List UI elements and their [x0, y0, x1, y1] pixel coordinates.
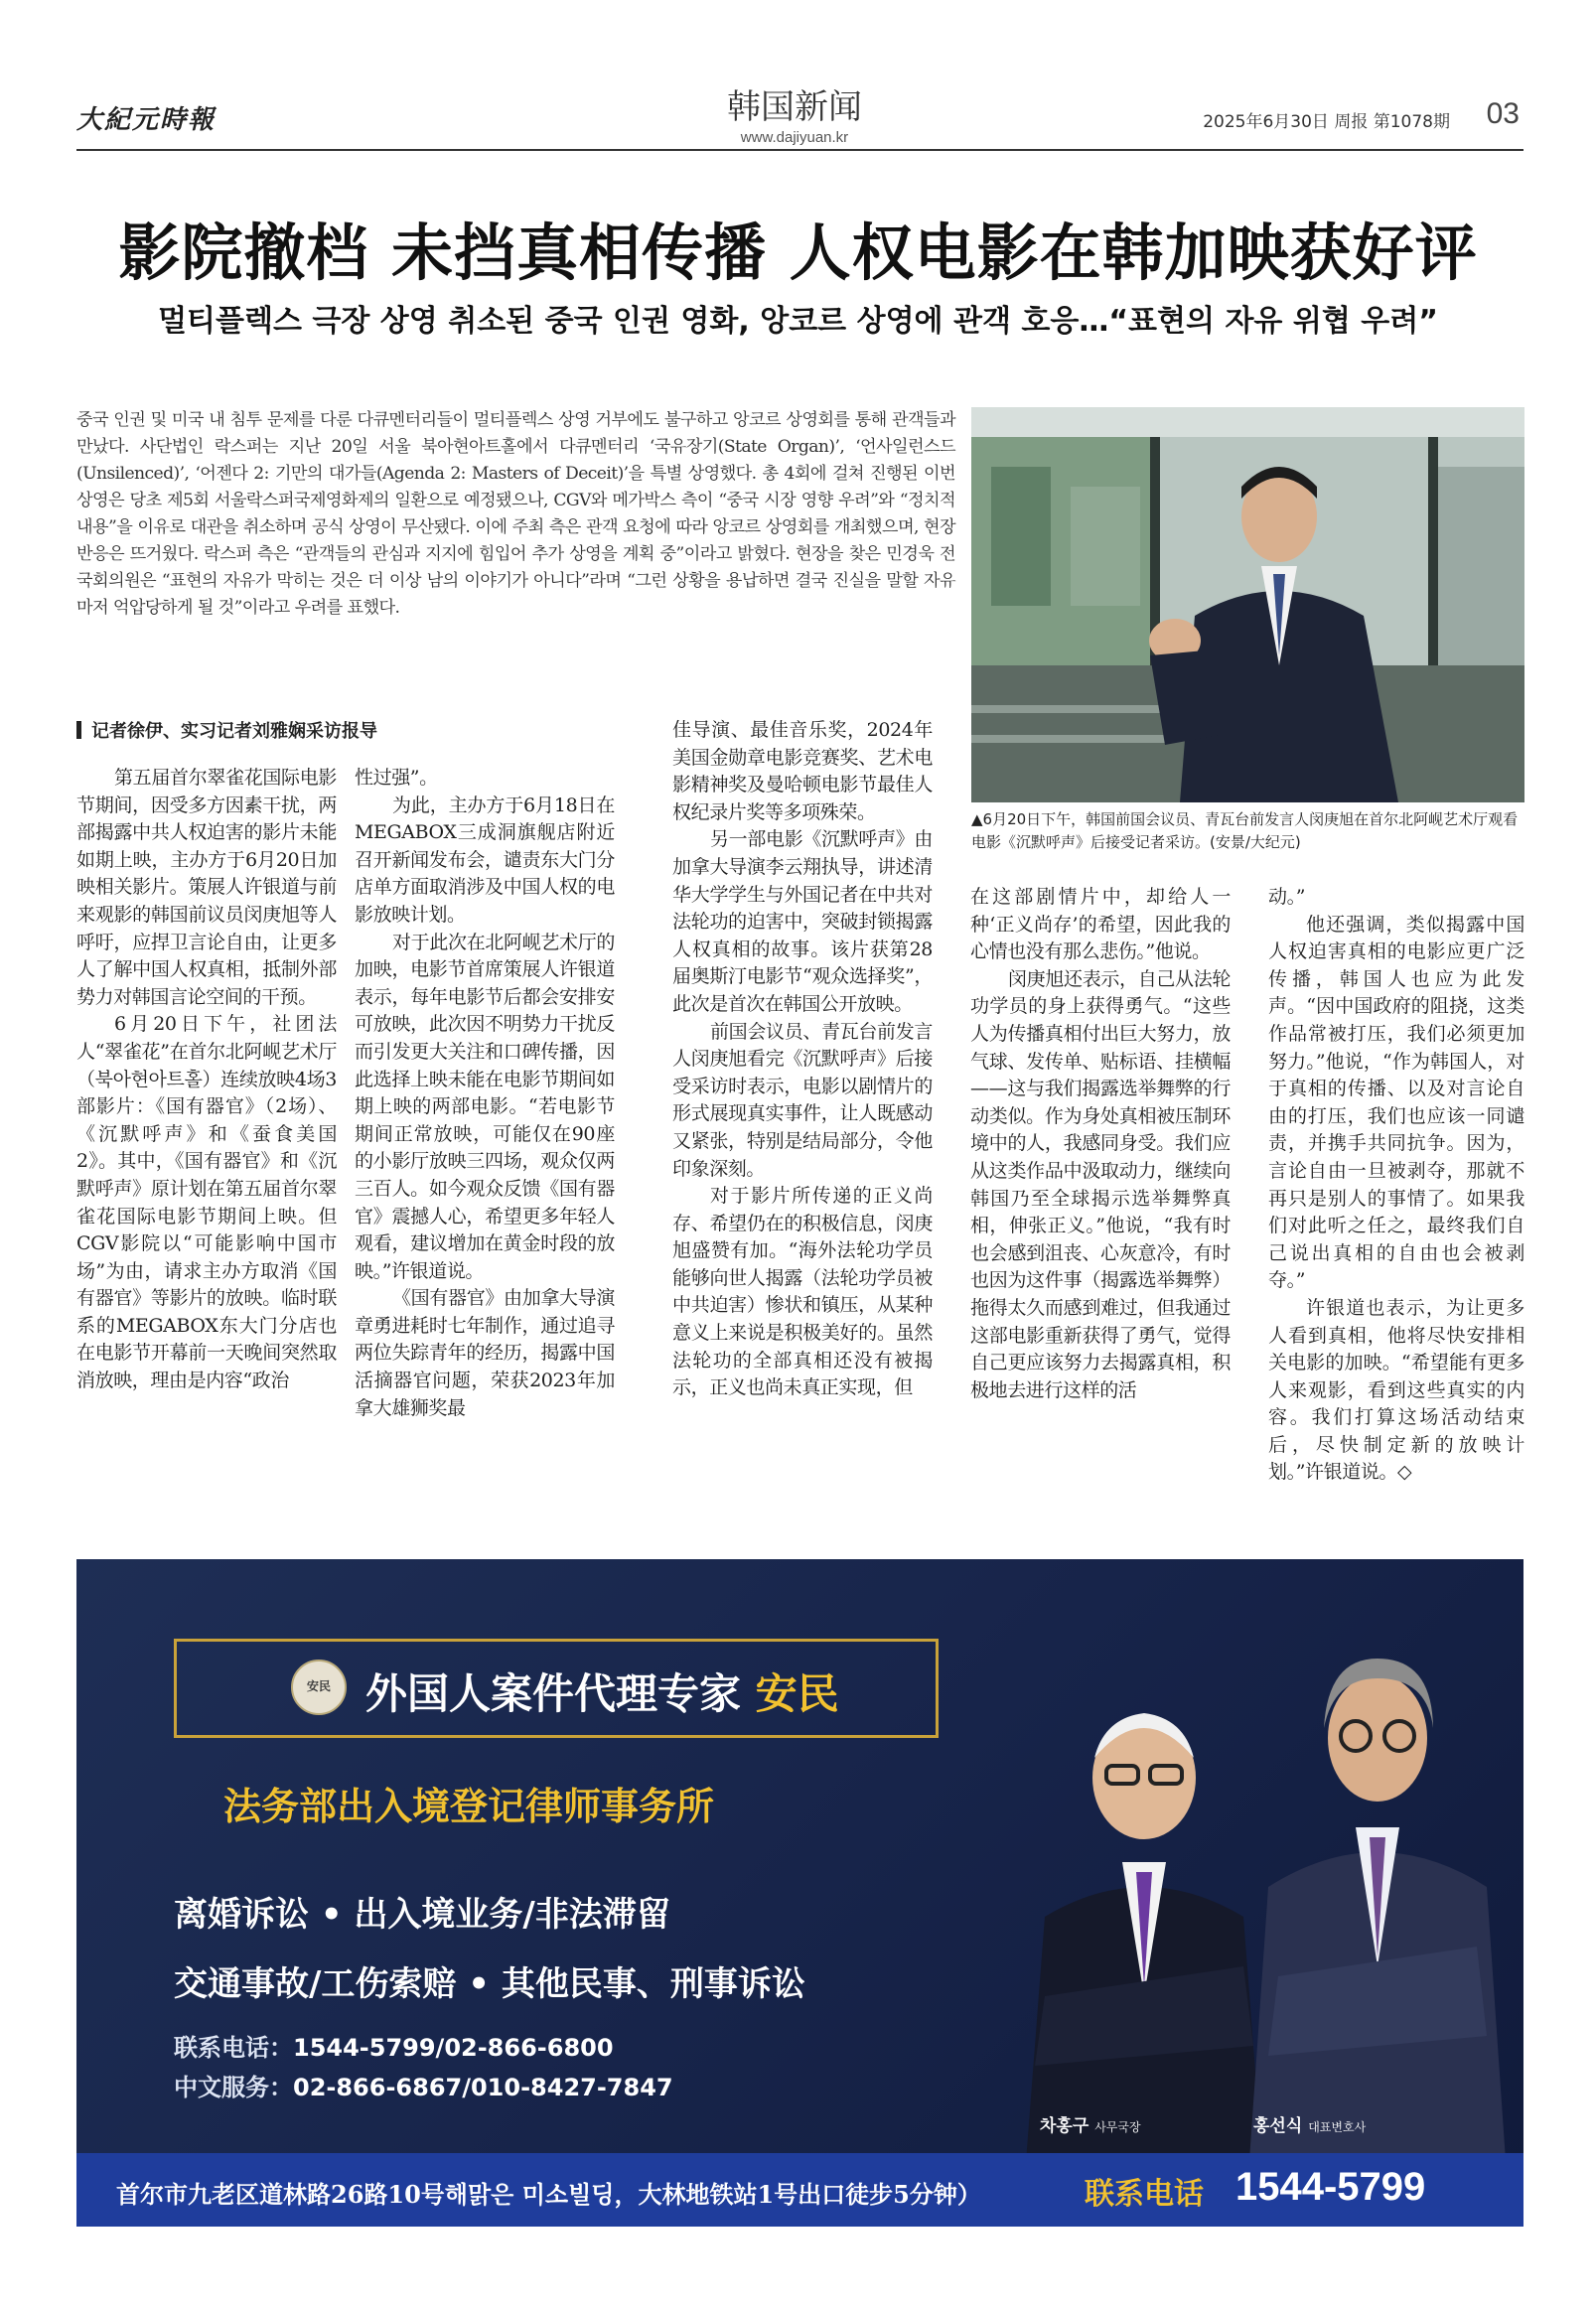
ad-title	[365, 1661, 922, 1721]
paragraph: 《国有器官》由加拿大导演章勇进耗时七年制作，通过追寻两位失踪青年的经历，揭露中国活摘器官问题，荣获2023年加拿大雄狮奖最	[355, 1287, 615, 1419]
ad-services-line-2: 交通事故/工伤索赔 • 其他民事、刑事诉讼	[174, 1964, 805, 2004]
paragraph: 闵庚旭还表示，自己从法轮功学员的身上获得勇气。“这些人为传播真相付出巨大努力，放气球、发传单、贴标语、挂横幅——这与我们揭露选举舞弊的行动类似。作为身处真相被压制环境中的人，我感同身受。我们应从这类作品中汲取动力，继续向韩国乃至全球揭示选举舞弊真相，伸张正义。”他说，“我有时也会感到沮丧、心灰意冷，有时也因为这件事（揭露选举舞弊）拖得太久而感到难过，但我通过这部电影重新获得了勇气，觉得自己更应该努力去揭露真相，积极地去进行这样的活	[970, 967, 1231, 1401]
ad-title-box	[174, 1639, 939, 1738]
paragraph: 性过强”。	[355, 767, 438, 789]
ad-footer-bar	[76, 2153, 1523, 2227]
ad-contact-phone	[174, 2028, 968, 2063]
law-firm-seal-icon	[291, 1660, 347, 1715]
section-title: 韩国新闻	[727, 87, 862, 127]
contact-value[interactable]: 02-866-6867/010-8427-7847	[293, 2074, 673, 2101]
article-column-1	[76, 765, 337, 1395]
header-divider	[76, 149, 1523, 151]
person-name: 차홍구	[1040, 2116, 1089, 2136]
ad-title-accent: 安民	[755, 1669, 839, 1718]
photo-caption: ▲6月20日下午，韩国前国会议员、青瓦台前发言人闵庚旭在首尔北阿岘艺术厅观看电影《沉默呼声》后接受记者采访。(安景/大纪元)	[971, 810, 1519, 851]
byline-text: 记者徐伊、实习记者刘雅娴采访报导	[91, 721, 377, 742]
ad-hotline-label: 联系电话	[1085, 2177, 1204, 2212]
site-url[interactable]: www.dajiyuan.kr	[740, 129, 849, 146]
paragraph: 在这部剧情片中，却给人一种‘正义尚存’的希望，因此我的心情也没有那么悲伤。”他说。	[970, 886, 1231, 963]
lawyer-2-name	[1253, 2111, 1482, 2136]
article-column-2	[355, 765, 615, 1422]
ad-subtitle: 法务部出入境登记律师事务所	[223, 1785, 715, 1828]
photo-illustration	[971, 407, 1524, 802]
paragraph: 另一部电影《沉默呼声》由加拿大导演李云翔执导，讲述清华大学学生与外国记者在中共对法轮功的迫害中，突破封锁揭露人权真相的故事。该片获第28届奥斯汀电影节“观众选择奖”，此次是首次在韩国公开放映。	[672, 828, 933, 1015]
byline	[76, 717, 633, 743]
ad-services-line-1: 离婚诉讼 • 出入境业务/非法滞留	[174, 1895, 670, 1935]
person-role: 대표변호사	[1308, 2120, 1367, 2134]
headline: 影院撤档 未挡真相传播 人权电影在韩加映获好评	[118, 217, 1478, 289]
paragraph: 对于影片所传递的正义尚存、希望仍在的积极信息，闵庚旭盛赞有加。“海外法轮功学员能够向世人揭露（法轮功学员被中共迫害）惨状和镇压，从某种意义上来说是积极美好的。虽然法轮功的全部真相还没有被揭示，正义也尚未真正实现，但	[672, 1185, 933, 1399]
paragraph: 第五届首尔翠雀花国际电影节期间，因受多方因素干扰，两部揭露中共人权迫害的影片未能如期上映，主办方于6月20日加映相关影片。策展人许银道与前来观影的韩国前议员闵庚旭等人呼吁，应捍卫言论自由，让更多人了解中国人权真相，抵制外部势力对韩国言论空间的干预。	[76, 767, 337, 1008]
lawyer-1-name	[1040, 2111, 1238, 2136]
byline-marker	[76, 721, 81, 739]
person-name: 홍선식	[1253, 2116, 1303, 2136]
ad-hotline-number[interactable]: 1544-5799	[1235, 2165, 1426, 2209]
contact-value[interactable]: 1544-5799/02-866-6800	[293, 2034, 614, 2062]
ad-title-main: 外国人案件代理专家	[365, 1669, 742, 1718]
contact-label: 联系电话：	[174, 2034, 293, 2062]
article-column-5	[1268, 884, 1524, 1487]
ad-address: 首尔市九老区道林路26路10号해맑은 미소빌딩，大林地铁站1号出口徒步5分钟）	[116, 2180, 981, 2209]
korean-summary: 중국 인권 및 미국 내 침투 문제를 다룬 다큐멘터리들이 멀티플렉스 상영 거부에도 불구하고 앙코르 상영회를 통해 관객들과 만났다. 사단법인 락스퍼는 지난 20일 서울 북아현아트홀에서 다큐멘터리 ‘국유장기(State Organ)’, ‘언사일런스드(Unsilenced)’, ‘어젠다 2: 기만의 대가들(Agenda 2: Masters of Deceit)’을 특별 상영했다. 총 4회에 걸쳐 진행된 이번 상영은 당초 제5회 서울락스퍼국제영화제의 일환으로 예정됐으나, CGV와 메가박스 측이 “중국 시장 영향 우려”와 “정치적 내용”을 이유로 대관을 취소하며 공식 상영이 무산됐다. 이에 주최 측은 관객 요청에 따라 앙코르 상영회를 개최했으며, 현장 반응은 뜨거웠다. 락스퍼 측은 “관객들의 관심과 지지에 힘입어 추가 상영을 계획 중”이라고 밝혔다. 현장을 찾은 민경욱 전 국회의원은 “표현의 자유가 막히는 것은 더 이상 남의 이야기가 아니다”라며 “그런 상황을 용납하면 결국 진실을 말할 자유마저 억압당하게 될 것”이라고 우려를 표했다.	[76, 410, 955, 618]
seal-text: 安民	[306, 1679, 331, 1693]
subheadline: 멀티플렉스 극장 상영 취소된 중국 인권 영화, 앙코르 상영에 관객 호응…“표현의 자유 위협 우려”	[158, 304, 1438, 339]
paragraph: 为此，主办方于6月18日在MEGABOX三成洞旗舰店附近召开新闻发布会，谴责东大门分店单方面取消涉及中国人权的电影放映计划。	[355, 794, 615, 926]
law-firm-advertisement[interactable]	[76, 1559, 1523, 2227]
article-column-3	[672, 717, 933, 1402]
person-role: 사무국장	[1094, 2120, 1141, 2134]
lawyer-portrait-2	[1238, 1619, 1517, 2175]
masthead-logo: 大紀元時報	[76, 105, 217, 135]
article-column-4	[970, 884, 1231, 1404]
paragraph: 佳导演、最佳音乐奖，2024年美国金勋章电影竞赛奖、艺术电影精神奖及曼哈顿电影节最佳人权纪录片奖等多项殊荣。	[672, 719, 933, 823]
paragraph: 许银道也表示，为让更多人看到真相，他将尽快安排相关电影的加映。“希望能有更多人来观影，看到这些真实的内容。我们打算这场活动结束后，尽快制定新的放映计划。”许银道说。◇	[1268, 1296, 1524, 1484]
contact-label: 中文服务：	[174, 2074, 293, 2101]
paragraph: 动。”	[1268, 886, 1306, 908]
paragraph: 6月20日下午，社团法人“翠雀花”在首尔北阿岘艺术厅（북아현아트홀）连续放映4场3部影片：《国有器官》（2场）、《沉默呼声》和《蚕食美国2》。其中，《国有器官》和《沉默呼声》原计划在第五届首尔翠雀花国际电影节期间上映。但CGV影院以“可能影响中国市场”为由，请求主办方取消《国有器官》等影片的放映。临时联系的MEGABOX东大门分店也在电影节开幕前一天晚间突然取消放映，理由是内容“政治	[76, 1013, 337, 1392]
page-number: 03	[1486, 97, 1520, 130]
paragraph: 对于此次在北阿岘艺术厅的加映，电影节首席策展人许银道表示，每年电影节后都会安排安可放映，此次因不明势力干扰反而引发更大关注和口碑传播，因此选择上映未能在电影节期间如期上映的两部电影。“若电影节期间正常放映，可能仅在90座的小影厅放映三四场，观众仅两三百人。如今观众反馈《国有器官》震撼人心，希望更多年轻人观看，建议增加在黄金时段的放映。”许银道说。	[355, 931, 615, 1282]
ad-contact-chinese	[174, 2068, 968, 2102]
lawyer-portrait-1	[1015, 1668, 1273, 2175]
article-photo	[971, 407, 1524, 802]
paragraph: 他还强调，类似揭露中国人权迫害真相的电影应更广泛传播，韩国人也应为此发声。“因中国政府的阻挠，这类作品常被打压，我们必须更加努力。”他说，“作为韩国人，对于真相的传播、以及对言论自由的打压，我们也应该一同谴责，并携手共同抗争。因为，言论自由一旦被剥夺，那就不再只是别人的事情了。如果我们对此听之任之，最终我们自己说出真相的自由也会被剥夺。”	[1268, 913, 1524, 1292]
paragraph: 前国会议员、青瓦台前发言人闵庚旭看完《沉默呼声》后接受采访时表示，电影以剧情片的形式展现真实事件，让人既感动又紧张，特别是结局部分，令他印象深刻。	[672, 1020, 933, 1180]
issue-info: 2025年6月30日 周报 第1078期	[1203, 112, 1450, 132]
